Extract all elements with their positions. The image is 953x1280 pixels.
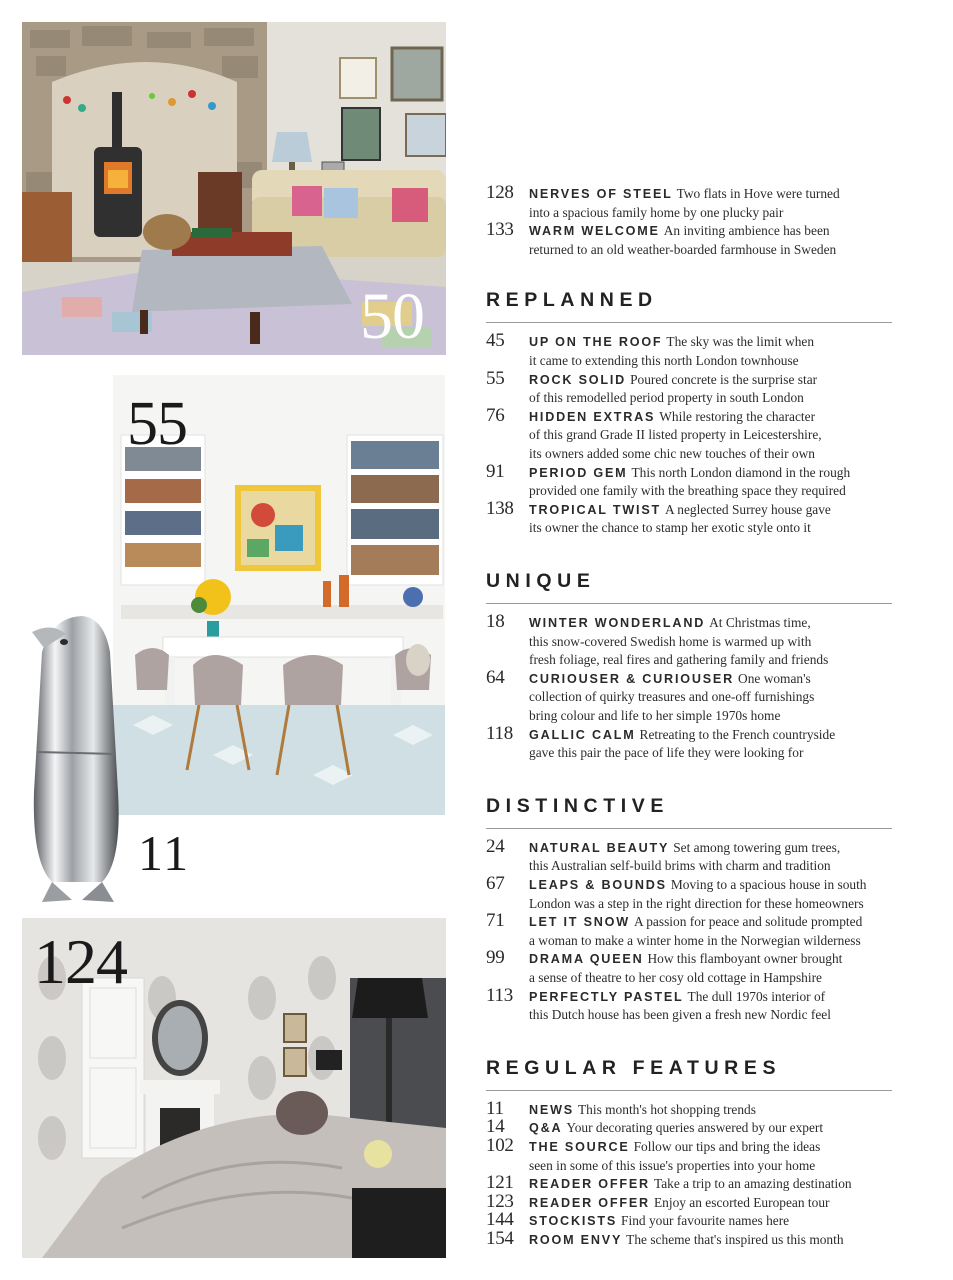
page-number: 118 (486, 722, 513, 744)
entry-first-line (529, 988, 899, 1007)
entry-text (529, 726, 899, 763)
section-heading: DISTINCTIVE (486, 794, 669, 817)
entry-description: One woman's (738, 670, 811, 686)
page-number: 18 (486, 611, 505, 632)
entry-text (529, 614, 899, 670)
entry-title: NATURAL BEAUTY (529, 840, 670, 855)
entry-text (529, 670, 899, 726)
entry-first-line (529, 614, 899, 633)
entry-text (529, 1175, 899, 1194)
page-number: 154 (486, 1228, 514, 1249)
entry-first-line (529, 185, 899, 204)
entry-text (529, 222, 899, 259)
entry-description-line: this Dutch house has been given a fresh new Nordic feel (529, 1007, 831, 1023)
page-number: 45 (486, 330, 505, 352)
entry-title: READER OFFER (529, 1177, 650, 1192)
entry-text (529, 876, 899, 913)
page-number: 76 (486, 404, 505, 426)
living-room-photo (22, 22, 446, 355)
entry-first-line (529, 1212, 899, 1231)
entry-title: WARM WELCOME (529, 224, 660, 239)
entry-description: How this flamboyant owner brought (647, 951, 843, 967)
entry-description-line: a sense of theatre to her cosy old cottage in Hampshire (529, 969, 823, 985)
entry-title: LET IT SNOW (529, 915, 630, 930)
entry-first-line (529, 950, 899, 969)
entry-title: LEAPS & BOUNDS (529, 878, 667, 892)
entry-first-line (529, 408, 899, 427)
page-number: 113 (486, 984, 513, 1006)
entry-description-line: its owners added some chic new touches of their own (529, 445, 815, 461)
section-divider (486, 322, 892, 323)
entry-description-line: collection of quirky treasures and one-off furnishings (529, 689, 815, 705)
entry-description-line: it came to extending this north London townhouse (529, 352, 799, 368)
page-number: 123 (486, 1190, 514, 1212)
page-number: 24 (486, 835, 505, 857)
entry-title: NERVES OF STEEL (529, 187, 673, 201)
section-header (486, 570, 892, 593)
entry-description: Enjoy an escorted European tour (653, 1194, 830, 1210)
entry-description: Take a trip to an amazing destination (653, 1176, 852, 1192)
page-number-overlay-55: 55 (127, 390, 187, 458)
entry-title: PERIOD GEM (529, 465, 628, 480)
entry-description: An inviting ambience has been (663, 223, 830, 239)
entry-first-line (529, 670, 899, 689)
bedroom-photo (22, 918, 446, 1258)
entry-first-line (529, 371, 899, 390)
page-number: 11 (486, 1097, 504, 1119)
entry-description: Two flats in Hove were turned (676, 186, 840, 201)
entry-first-line (529, 1101, 899, 1120)
entry-text (529, 333, 899, 370)
entry-title: TROPICAL TWIST (529, 502, 662, 517)
entry-text (529, 408, 899, 464)
entry-text (529, 950, 899, 987)
entry-text (529, 988, 899, 1025)
entry-description: Find your favourite names here (621, 1213, 790, 1229)
entry-title: ROOM ENVY (529, 1233, 623, 1247)
page-number: 67 (486, 873, 505, 894)
entry-text (529, 501, 899, 538)
entry-first-line (529, 222, 899, 241)
page-number: 121 (486, 1172, 514, 1194)
penguin-cocktail-shaker-photo (22, 612, 132, 907)
entry-title: PERFECTLY PASTEL (529, 989, 684, 1004)
entry-description-line: seen in some of this issue's properties into your home (529, 1157, 816, 1173)
page-number: 14 (486, 1116, 505, 1138)
entry-title: THE SOURCE (529, 1140, 630, 1154)
entry-description-line: provided one family with the breathing space they required (529, 483, 846, 499)
entry-first-line (529, 1194, 899, 1213)
entry-text (529, 464, 899, 501)
entry-title: UP ON THE ROOF (529, 335, 663, 350)
entry-description: The sky was the limit when (666, 334, 815, 350)
section-divider (486, 1090, 892, 1091)
entry-text (529, 913, 899, 950)
page-number: 138 (486, 497, 514, 519)
entry-title: WINTER WONDERLAND (529, 616, 706, 630)
page-number: 55 (486, 367, 505, 389)
section-header (486, 1057, 892, 1080)
entry-title: HIDDEN EXTRAS (529, 409, 656, 424)
entry-description: Poured concrete is the surprise star (630, 371, 818, 387)
entry-text (529, 1212, 899, 1231)
entry-title: Q&A (529, 1121, 563, 1136)
entry-title: GALLIC CALM (529, 727, 636, 742)
dining-room-photo (113, 375, 445, 815)
entry-first-line (529, 839, 899, 858)
entry-text (529, 1101, 899, 1120)
entry-description: Moving to a spacious house in south (670, 877, 867, 892)
entry-first-line (529, 1231, 899, 1250)
entry-description: The dull 1970s interior of (687, 988, 826, 1004)
entry-first-line (529, 913, 899, 932)
page-number: 64 (486, 666, 505, 688)
penguin-shaker-illustration (22, 612, 132, 907)
entry-description-line: London was a step in the right direction for these homeowners (529, 895, 864, 911)
section-heading: REPLANNED (486, 289, 658, 312)
page-number: 91 (486, 460, 505, 482)
entry-text (529, 1194, 899, 1213)
entry-title: CURIOUSER & CURIOUSER (529, 671, 735, 686)
entry-description-line: bring colour and life to her simple 1970s home (529, 707, 781, 723)
page-number-overlay-11: 11 (138, 825, 191, 881)
entry-text (529, 1231, 899, 1250)
entry-title: NEWS (529, 1102, 574, 1117)
entry-description: At Christmas time, (709, 615, 811, 630)
entry-first-line (529, 726, 899, 745)
entry-first-line (529, 464, 899, 483)
entry-first-line (529, 1119, 899, 1138)
entry-description-line: this snow-covered Swedish home is warmed up with (529, 633, 812, 649)
entry-description-line: a woman to make a winter home in the Norwegian wilderness (529, 932, 861, 948)
section-header (486, 795, 892, 818)
entry-description: While restoring the character (659, 408, 816, 424)
section-header (486, 289, 892, 312)
entry-text (529, 1138, 899, 1175)
entry-description: This month's hot shopping trends (577, 1101, 756, 1117)
entry-title: STOCKISTS (529, 1214, 618, 1229)
page-number-overlay-124: 124 (34, 926, 127, 997)
section-heading: REGULAR FEATURES (486, 1056, 782, 1079)
section-divider (486, 603, 892, 604)
entry-first-line (529, 876, 899, 895)
entry-text (529, 185, 899, 222)
page-number-overlay-50: 50 (360, 280, 424, 353)
page-number: 102 (486, 1135, 514, 1156)
section-divider (486, 828, 892, 829)
entry-first-line (529, 333, 899, 352)
entry-description: A passion for peace and solitude prompted (633, 914, 863, 930)
entry-first-line (529, 1138, 899, 1157)
entry-description-line: this Australian self-build brims with charm and tradition (529, 858, 831, 874)
entry-text (529, 1119, 899, 1138)
entry-description: Retreating to the French countryside (639, 726, 836, 742)
entry-description: Set among towering gum trees, (673, 839, 841, 855)
entry-description: Your decorating queries answered by our expert (566, 1120, 824, 1136)
entry-description: Follow our tips and bring the ideas (633, 1139, 821, 1154)
page-number: 133 (486, 219, 514, 241)
entry-description-line: into a spacious family home by one plucky pair (529, 204, 784, 220)
page-number: 99 (486, 947, 505, 969)
entry-title: ROCK SOLID (529, 372, 627, 387)
entry-first-line (529, 501, 899, 520)
entry-description-line: of this remodelled period property in south London (529, 390, 804, 406)
section-heading: UNIQUE (486, 570, 596, 592)
entry-description-line: its owner the chance to stamp her exotic style onto it (529, 520, 811, 536)
entry-description: The scheme that's inspired us this month (626, 1232, 844, 1247)
page-number: 144 (486, 1209, 514, 1231)
entry-description: A neglected Surrey house gave (665, 501, 831, 517)
entry-description-line: of this grand Grade II listed property in Leicestershire, (529, 427, 822, 443)
entry-title: DRAMA QUEEN (529, 952, 644, 967)
entry-description-line: fresh foliage, real fires and gathering family and friends (529, 652, 829, 667)
page-number: 71 (486, 910, 505, 932)
entry-description-line: gave this pair the pace of life they were looking for (529, 745, 804, 761)
entry-text (529, 839, 899, 876)
entry-description: This north London diamond in the rough (631, 464, 851, 480)
entry-description-line: returned to an old weather-boarded farmhouse in Sweden (529, 241, 837, 257)
page-number: 128 (486, 182, 514, 203)
entry-first-line (529, 1175, 899, 1194)
entry-text (529, 371, 899, 408)
entry-title: READER OFFER (529, 1195, 650, 1210)
